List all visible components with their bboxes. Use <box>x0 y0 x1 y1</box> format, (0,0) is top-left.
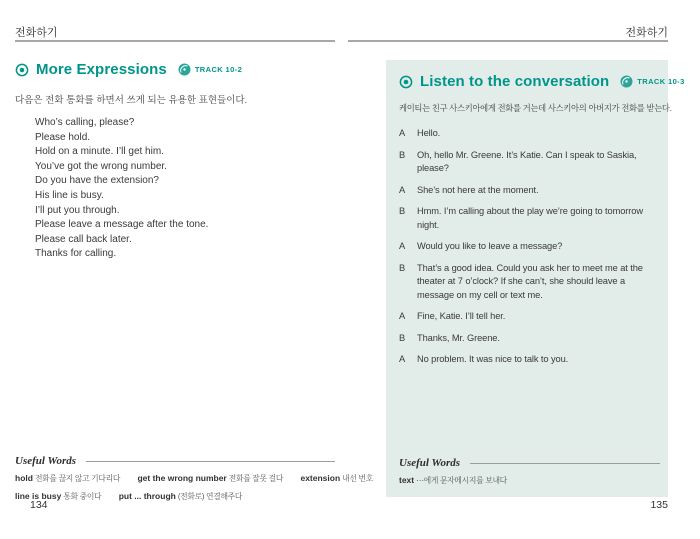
left-track-badge <box>178 63 242 76</box>
vocab-term: text <box>399 475 415 485</box>
expression-item: His line is busy. <box>35 189 104 201</box>
useful-words-heading: Useful Words <box>15 455 77 467</box>
useful-words-heading: Useful Words <box>399 457 461 469</box>
left-page-header: 전화하기 <box>15 27 58 39</box>
cd-icon <box>178 63 191 76</box>
vocab-entry <box>137 473 283 483</box>
dialogue-speaker: A <box>399 128 406 138</box>
dialogue-speaker: A <box>399 241 406 251</box>
dialogue-speaker: B <box>399 206 406 216</box>
left-useful-words <box>15 455 373 502</box>
right-track-badge <box>620 75 684 88</box>
dialogue-row <box>399 127 662 141</box>
vocab-meaning: (전화로) 연결해주다 <box>177 491 243 501</box>
dialogue-row <box>399 184 662 198</box>
dialogue-line: That’s a good idea. Could you ask her to meet me at the theater at 7 o’clock? If she can’t, she should leave a message on my cell or text me. <box>417 262 643 300</box>
left-track-label: TRACK 10-2 <box>194 65 243 74</box>
cd-icon <box>620 75 633 88</box>
vocab-entry <box>399 475 507 485</box>
dialogue-list <box>399 127 662 367</box>
left-intro-text: 다음은 전화 통화를 하면서 쓰게 되는 유용한 표현들이다. <box>15 95 248 106</box>
left-useful-words-heading-row <box>15 455 335 467</box>
vocab-meaning: 통화 중이다 <box>63 491 102 501</box>
dialogue-row <box>399 353 662 367</box>
conversation-box-inner <box>386 60 685 367</box>
dialogue-line: Hmm. I’m calling about the play we’re going to tomorrow night. <box>417 206 643 230</box>
dialogue-row <box>399 262 662 303</box>
dialogue-speaker: A <box>399 184 406 195</box>
dialogue-line: Oh, hello Mr. Greene. It’s Katie. Can I speak to Saskia, please? <box>417 149 637 173</box>
vocab-meaning: 전화를 잘못 걸다 <box>228 474 284 483</box>
vocab-term: line is busy <box>15 490 62 501</box>
vocab-entry <box>119 491 242 501</box>
expression-item: Thanks for calling. <box>35 248 117 260</box>
dialogue-row <box>399 332 662 346</box>
dialogue-row <box>399 240 662 254</box>
dialogue-line: Fine, Katie. I’ll tell her. <box>417 311 506 321</box>
dialogue-speaker: B <box>399 262 406 273</box>
right-intro-text: 케이티는 친구 사스키아에게 전화를 거는데 사스키아의 아버지가 전화를 받는다. <box>399 103 672 113</box>
dialogue-line: No problem. It was nice to talk to you. <box>417 354 569 364</box>
vocab-line <box>15 473 373 485</box>
right-header-rule <box>348 40 668 42</box>
vocab-entry <box>15 473 120 483</box>
right-useful-words <box>399 457 660 487</box>
vocab-meaning: 전화를 끊지 않고 기다리다 <box>34 474 121 483</box>
dialogue-line: Thanks, Mr. Greene. <box>417 332 500 343</box>
dialogue-line: Hello. <box>417 128 441 138</box>
bullseye-icon <box>15 63 29 77</box>
expression-item: Please hold. <box>35 131 91 143</box>
expression-item: You’ve got the wrong number. <box>35 160 167 172</box>
right-section-title-row <box>399 73 685 90</box>
vocab-meaning: ⋯에게 문자메시지를 보내다 <box>416 476 507 485</box>
vocab-entry <box>300 473 372 483</box>
useful-words-rule <box>470 463 660 464</box>
expression-item: Do you have the extension? <box>35 175 159 187</box>
expression-item: Hold on a minute. I’ll get him. <box>35 146 164 158</box>
expressions-list <box>35 116 208 262</box>
expression-item: Please call back later. <box>35 233 132 245</box>
right-useful-words-heading-row <box>399 457 660 469</box>
vocab-line <box>15 491 335 503</box>
right-page-header: 전화하기 <box>625 27 668 39</box>
dialogue-speaker: B <box>399 332 406 343</box>
left-section-title-row <box>15 61 242 78</box>
dialogue-line: She’s not here at the moment. <box>417 184 539 195</box>
expression-item: Please leave a message after the tone. <box>35 219 209 231</box>
dialogue-row <box>399 205 662 232</box>
dialogue-speaker: A <box>399 311 406 321</box>
right-section-title: Listen to the conversation <box>420 73 610 90</box>
vocab-meaning: 내선 번호 <box>342 474 373 483</box>
right-track-label: TRACK 10-3 <box>637 77 685 86</box>
dialogue-speaker: B <box>399 149 406 160</box>
expression-item: I’ll put you through. <box>35 204 120 216</box>
vocab-line <box>399 475 660 487</box>
conversation-box <box>386 60 685 497</box>
expression-item: Who’s calling, please? <box>35 117 135 128</box>
vocab-term: hold <box>15 473 33 483</box>
dialogue-line: Would you like to leave a message? <box>417 241 563 251</box>
useful-words-rule <box>86 461 335 462</box>
right-page-number: 135 <box>650 499 668 511</box>
vocab-entry <box>15 491 101 501</box>
left-section-title: More Expressions <box>36 61 167 78</box>
dialogue-row <box>399 310 662 324</box>
vocab-term: extension <box>300 473 341 483</box>
dialogue-row <box>399 149 662 176</box>
left-page-number: 134 <box>30 499 48 511</box>
vocab-term: get the wrong number <box>137 473 227 483</box>
left-header-rule <box>15 40 335 42</box>
dialogue-speaker: A <box>399 354 406 364</box>
bullseye-icon <box>399 75 413 89</box>
vocab-term: put ... through <box>118 490 176 501</box>
